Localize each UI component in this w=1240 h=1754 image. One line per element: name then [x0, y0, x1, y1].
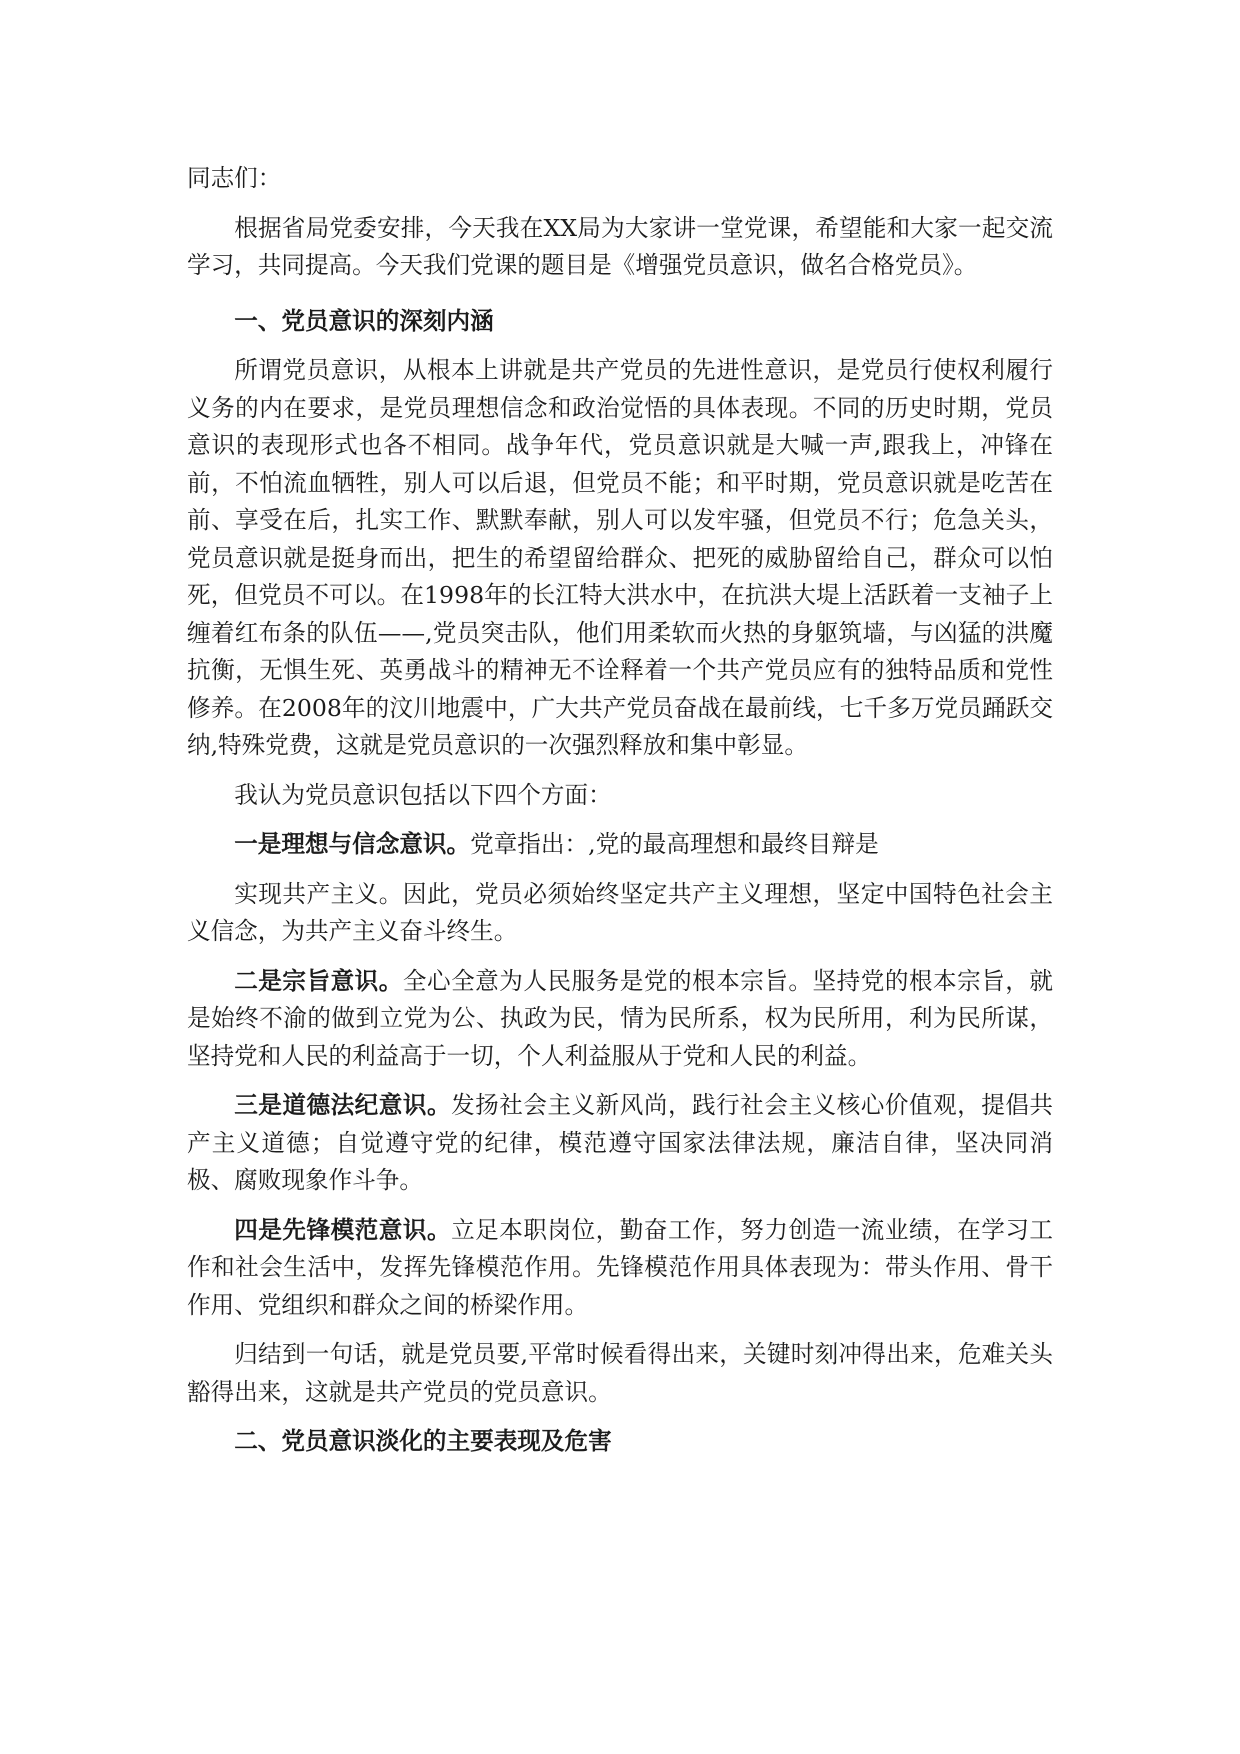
- point-4-paragraph: [187, 1212, 1053, 1325]
- point-2-text: 全心全意为人民服务是党的根本宗旨。坚持党的根本宗旨，就是始终不渝的做到立党为公、执政为民，情为民所系，权为民所用，利为民所谋，坚持党和人民的利益高于一切，个人利益服从于党和人民的利益。: [187, 966, 1054, 1070]
- point-4-text: 立足本职岗位，勤奋工作，努力创造一流业绩，在学习工作和社会生活中，发挥先锋模范作用。先锋模范作用具体表现为：带头作用、骨干作用、党组织和群众之间的桥梁作用。: [187, 1215, 1054, 1319]
- point-3-paragraph: [187, 1087, 1053, 1200]
- summary-paragraph: 归结到一句话，就是党员要,平常时候看得出来，关键时刻冲得出来，危难关头豁得出来，这就是共产党员的党员意识。: [187, 1340, 1053, 1406]
- document-page: [187, 160, 1053, 1473]
- point-4-lead: 四是先锋模范意识。: [234, 1215, 452, 1244]
- point-2-lead: 二是宗旨意识。: [234, 966, 403, 995]
- section-2-heading: 二、党员意识淡化的主要表现及危害: [234, 1427, 612, 1455]
- point-1-paragraph: [187, 826, 1053, 864]
- intro-paragraph: 根据省局党委安排，今天我在XX局为大家讲一堂党课，希望能和大家一起交流学习，共同提高。今天我们党课的题目是《增强党员意识，做名合格党员》。: [187, 213, 1053, 279]
- point-3-text: 发扬社会主义新风尚，践行社会主义核心价值观，提倡共产主义道德；自觉遵守党的纪律，模范遵守国家法律法规，廉洁自律，坚决同消极、腐败现象作斗争。: [187, 1091, 1054, 1194]
- point-2-paragraph: [187, 963, 1053, 1076]
- point-3-lead: 三是道德法纪意识。: [234, 1091, 452, 1119]
- section-1-paragraph-1: 所谓党员意识，从根本上讲就是共产党员的先进性意识，是党员行使权利履行义务的内在要求，是党员理想信念和政治觉悟的具体表现。不同的历史时期，党员意识的表现形式也各不相同。战争年代，党员意识就是大喊一声,跟我上，冲锋在前，不怕流血牺牲，别人可以后退，但党员不能；和平时期，党员意识就是吃苦在前、享受在后，扎实工作、默默奉献，别人可以发牢骚，但党员不行；危急关头，党员意识就是挺身而出，把生的希望留给群众、把死的威胁留给自己，群众可以怕死，但党员不可以。在1998年的长江特大洪水中，在抗洪大堤上活跃着一支袖子上缠着红布条的队伍——,党员突击队，他们用柔软而火热的身躯筑墙，与凶猛的洪魔抗衡，无惧生死、英勇战斗的精神无不诠释着一个共产党员应有的独特品质和党性修养。在2008年的汶川地震中，广大共产党员奋战在最前线，七千多万党员踊跃交纳,特殊党费，这就是党员意识的一次强烈释放和集中彰显。: [187, 356, 1053, 759]
- section-1-paragraph-2: 我认为党员意识包括以下四个方面：: [234, 780, 612, 809]
- salutation: 同志们：: [187, 164, 282, 192]
- point-1-text: 党章指出：,党的最高理想和最终目辩是: [470, 830, 879, 858]
- point-1-lead: 一是理想与信念意识。: [234, 830, 471, 858]
- point-1-continuation: 实现共产主义。因此，党员必须始终坚定共产主义理想，坚定中国特色社会主义信念，为共产主义奋斗终生。: [187, 879, 1053, 945]
- section-1-heading: 一、党员意识的深刻内涵: [234, 306, 494, 335]
